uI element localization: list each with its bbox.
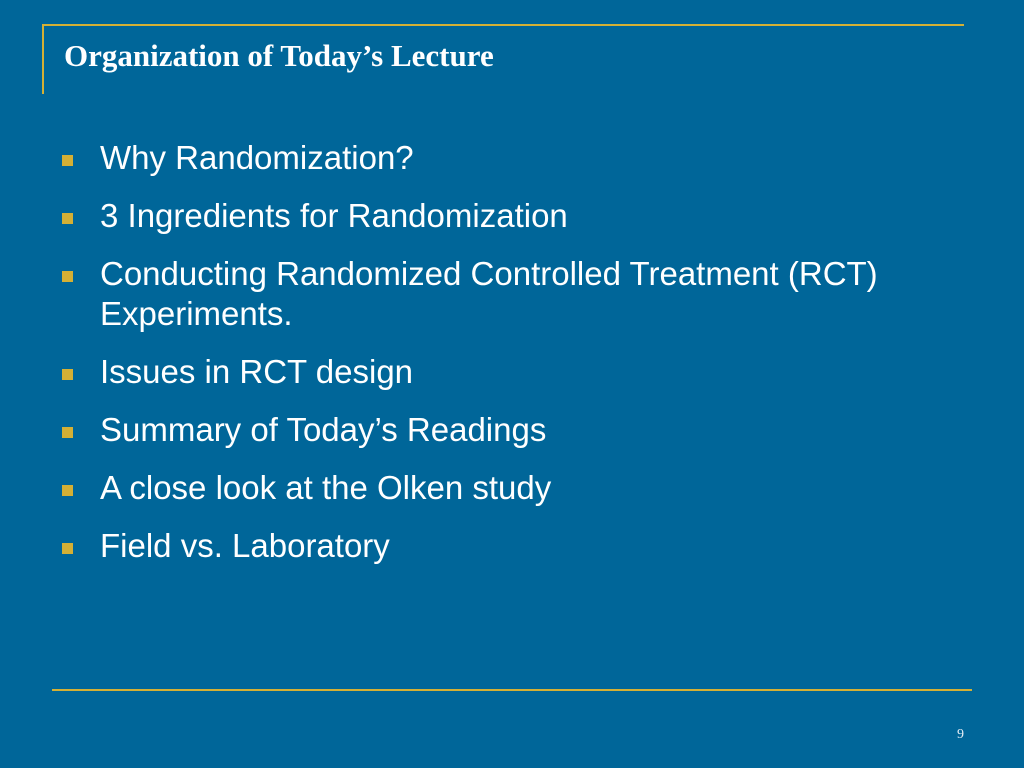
bullet-item [62,196,962,236]
footer-rule [52,689,972,691]
square-bullet-icon [62,543,73,554]
bullet-item [62,138,962,178]
square-bullet-icon [62,485,73,496]
bullet-text: A close look at the Olken study [100,469,552,506]
square-bullet-icon [62,213,73,224]
square-bullet-icon [62,271,73,282]
title-top-rule [42,24,964,26]
bullet-item [62,468,962,508]
bullet-text: 3 Ingredients for Randomization [100,197,568,234]
page-number: 9 [957,727,964,742]
bullet-text: Conducting Randomized Controlled Treatment (RCT) Experiments. [100,255,878,332]
slide-title: Organization of Today’s Lecture [64,38,494,73]
square-bullet-icon [62,155,73,166]
title-left-rule [42,24,44,94]
bullet-item [62,526,962,566]
bullet-text: Summary of Today’s Readings [100,411,547,448]
bullet-text: Issues in RCT design [100,353,414,390]
bullet-text: Field vs. Laboratory [100,527,390,564]
bullet-text: Why Randomization? [100,139,414,176]
bullet-item [62,352,962,392]
square-bullet-icon [62,427,73,438]
bullet-item [62,254,962,334]
square-bullet-icon [62,369,73,380]
bullet-item [62,410,962,450]
bullet-list [62,138,962,584]
